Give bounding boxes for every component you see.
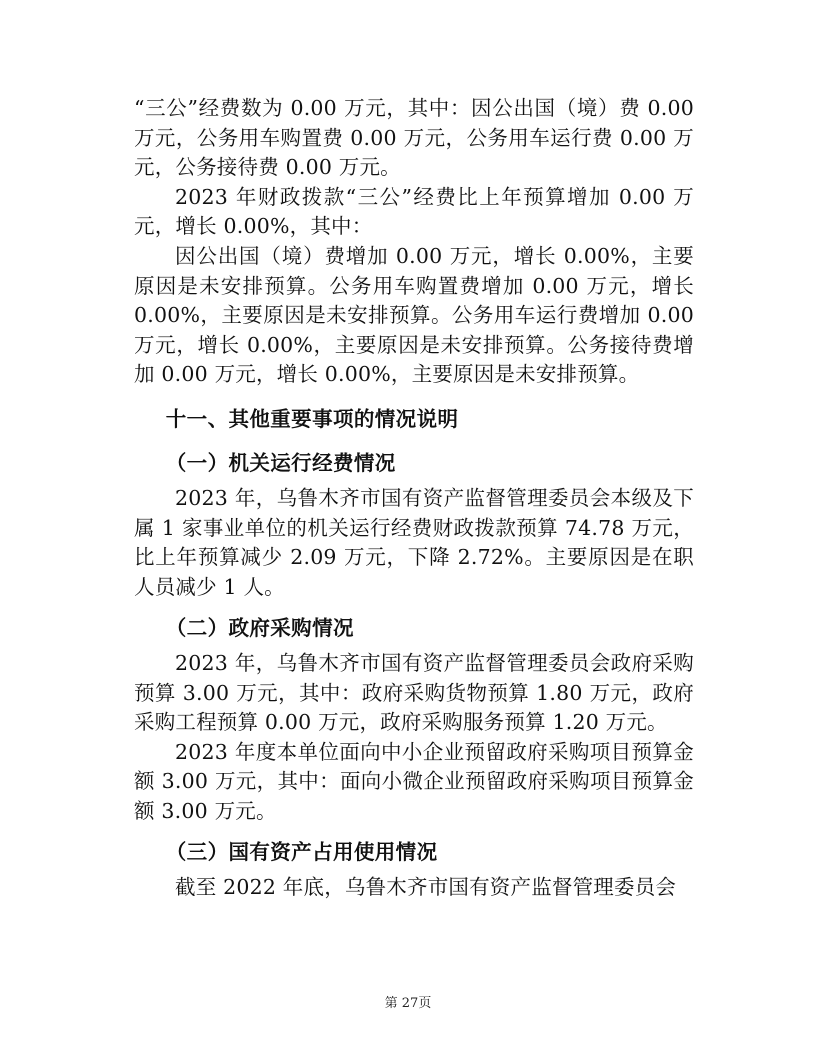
paragraph-three-public-expenses: “三公”经费数为 0.00 万元，其中：因公出国（境）费 0.00 万元，公务用车购置费 0.00 万元，公务用车运行费 0.00 万元，公务接待费 0.00 万元。 bbox=[134, 96, 694, 180]
subheading-operating-expenses: （一）机关运行经费情况 bbox=[165, 450, 396, 475]
page-content bbox=[134, 94, 694, 903]
paragraph-government-procurement: 2023 年，乌鲁木齐市国有资产监督管理委员会政府采购预算 3.00 万元，其中：政府采购货物预算 1.80 万元，政府采购工程预算 0.00 万元，政府采购服务预算 1.20 万元。 bbox=[134, 651, 694, 735]
paragraph-three-public-details: 因公出国（境）费增加 0.00 万元，增长 0.00%，主要原因是未安排预算。公务用车购置费增加 0.00 万元，增长 0.00%，主要原因是未安排预算。公务用车运行费增加 0.00 万元，增长 0.00%，主要原因是未安排预算。公务接待费增加 0.00 万元，增长 0.00%，主要原因是未安排预算。 bbox=[134, 243, 694, 387]
paragraph-operating-expenses: 2023 年，乌鲁木齐市国有资产监督管理委员会本级及下属 1 家事业单位的机关运行经费财政拨款预算 74.78 万元，比上年预算减少 2.09 万元，下降 2.72%。主要原因是在职人员减少 1 人。 bbox=[134, 486, 694, 599]
paragraph-state-assets: 截至 2022 年底，乌鲁木齐市国有资产监督管理委员会 bbox=[175, 875, 677, 900]
paragraph-sme-procurement: 2023 年度本单位面向中小企业预留政府采购项目预算金额 3.00 万元，其中：面向小微企业预留政府采购项目预算金额 3.00 万元。 bbox=[134, 739, 694, 824]
subheading-government-procurement: （二）政府采购情况 bbox=[165, 615, 354, 640]
page-number: 第 27页 bbox=[384, 996, 432, 1011]
subheading-state-assets: （三）国有资产占用使用情况 bbox=[165, 839, 438, 864]
paragraph-three-public-change: 2023 年财政拨款“三公”经费比上年预算增加 0.00 万元，增长 0.00%，其中： bbox=[134, 184, 694, 239]
section-heading-other-matters: 十一、其他重要事项的情况说明 bbox=[165, 406, 459, 431]
